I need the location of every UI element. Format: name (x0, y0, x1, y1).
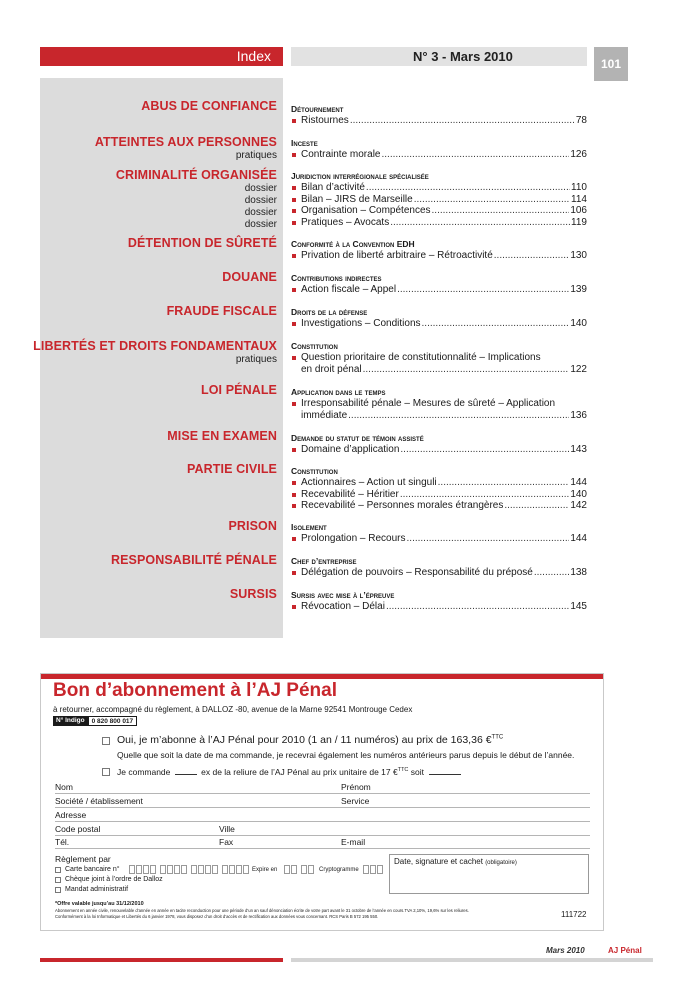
category-sub-label: dossier (244, 183, 277, 194)
entry-row (301, 194, 587, 206)
category-label: CRIMINALITÉ ORGANISÉE (115, 168, 277, 182)
contact-field[interactable] (55, 848, 590, 849)
index-block (291, 104, 587, 127)
entry-page-number: 138 (570, 567, 587, 578)
block-heading: Constitution (291, 466, 338, 476)
dot-leader (432, 205, 570, 217)
category-item (23, 462, 283, 477)
code-postal-label: Code postal (55, 824, 101, 834)
index-entry[interactable] (291, 318, 587, 330)
index-block (291, 387, 587, 421)
entry-text: Domaine d’application (301, 444, 400, 455)
category-sub-label: pratiques (235, 150, 277, 161)
digit-box[interactable] (205, 865, 211, 874)
issue-label: N° 3 - Mars 2010 (291, 47, 587, 66)
digit-box[interactable] (129, 865, 135, 874)
category-sub-label: pratiques (235, 354, 277, 365)
entry-row (301, 533, 587, 545)
category-label: LIBERTÉS ET DROITS FONDAMENTAUX (33, 339, 277, 353)
digit-box[interactable] (222, 865, 228, 874)
dot-leader (348, 410, 569, 422)
bullet-icon (292, 186, 296, 190)
digit-box[interactable] (181, 865, 187, 874)
entry-page-number: 78 (575, 115, 587, 126)
category-label: FRAUDE FISCALE (166, 304, 277, 318)
digit-box[interactable] (143, 865, 149, 874)
category-label: RESPONSABILITÉ PÉNALE (110, 553, 277, 567)
entry-page-number: 140 (570, 488, 587, 500)
entry-page-number: 143 (570, 444, 587, 455)
fax-label: Fax (219, 837, 234, 847)
block-heading: Application dans le temps (291, 387, 386, 397)
index-entry[interactable] (291, 477, 587, 489)
dot-leader (504, 500, 569, 512)
dot-leader (407, 533, 570, 545)
category-sub-label: dossier (244, 195, 277, 206)
entry-text: Révocation – Délai (301, 601, 385, 612)
entry-row (301, 364, 587, 376)
index-entry[interactable] (291, 205, 587, 217)
index-block (291, 307, 587, 330)
index-entry[interactable] (291, 601, 587, 613)
category-label: DÉTENTION DE SÛRETÉ (127, 236, 277, 250)
cheque-label: Chèque joint à l’ordre de Dalloz (65, 876, 163, 883)
subscribe-note: Quelle que soit la date de ma commande, je recevrai également les numéros antérieurs parus depuis le début de l’année. (117, 750, 575, 760)
index-entry[interactable] (291, 398, 587, 421)
dot-leader (397, 284, 569, 296)
entry-row (301, 284, 587, 296)
category-label: SURSIS (229, 587, 277, 601)
category-label: ABUS DE CONFIANCE (141, 99, 277, 113)
entry-row (301, 318, 587, 330)
entry-text: Ristournes (301, 115, 349, 126)
digit-box[interactable] (160, 865, 166, 874)
category-item (23, 270, 283, 285)
entry-text: Bilan – JIRS de Marseille (301, 193, 413, 205)
block-heading: Isolement (291, 522, 327, 532)
digit-box[interactable] (291, 865, 297, 874)
category-item (23, 429, 283, 444)
bullet-icon (292, 209, 296, 213)
category-label: PARTIE CIVILE (187, 462, 277, 476)
form-title: Bon d’abonnement à l’AJ Pénal (53, 680, 337, 701)
subscribe-checkbox[interactable] (102, 737, 110, 745)
entry-page-number: 145 (570, 601, 587, 612)
service-label: Service (341, 796, 370, 806)
entry-text: Question prioritaire de constitutionnalité – Implications (301, 352, 541, 363)
category-label: PRISON (228, 519, 277, 533)
category-item (23, 168, 283, 231)
entry-row (301, 182, 587, 194)
footer-grey-bar (291, 958, 653, 962)
category-item (23, 135, 283, 162)
entry-page-number: 119 (571, 216, 587, 228)
bullet-icon (292, 119, 296, 123)
digit-box[interactable] (191, 865, 197, 874)
index-block (291, 466, 587, 512)
index-entry[interactable] (291, 149, 587, 161)
category-item (23, 383, 283, 398)
card-checkbox[interactable] (55, 867, 61, 873)
dot-leader (438, 477, 570, 489)
entry-text: Contrainte morale (301, 149, 381, 160)
offer-validity: *Offre valable jusqu’au 31/12/2010 (55, 901, 144, 907)
digit-box[interactable] (198, 865, 204, 874)
form-code: 111722 (561, 910, 587, 919)
dot-leader (414, 194, 570, 206)
index-block (291, 239, 587, 262)
entry-row (301, 205, 587, 217)
entry-text: Investigations – Conditions (301, 318, 421, 329)
index-entry[interactable] (291, 182, 587, 194)
index-block (291, 590, 587, 613)
block-heading: Inceste (291, 138, 318, 148)
index-block (291, 522, 587, 545)
block-heading: Demande du statut de témoin assisté (291, 433, 424, 443)
bullet-icon (292, 481, 296, 485)
entry-text: Pratiques – Avocats (301, 216, 390, 228)
block-heading: Juridiction interrégionale spécialisée (291, 171, 429, 181)
index-entry[interactable] (291, 284, 587, 296)
section-title: Index (40, 47, 283, 66)
entry-page-number: 139 (570, 284, 587, 295)
entry-page-number: 136 (570, 409, 587, 421)
dot-leader (381, 149, 569, 161)
block-heading: Chef d’entreprise (291, 556, 357, 566)
legal-text-2: Conformément à la loi Informatique et Libertés du 6 janvier 1978, vous disposez d’un droit d’accès et de rectification aux données vous concernant. RCS Paris B 572 195 550. (55, 914, 379, 919)
bullet-icon (292, 153, 296, 157)
bullet-icon (292, 356, 296, 360)
bullet-icon (292, 198, 296, 202)
entry-page-number: 144 (570, 477, 587, 488)
block-heading: Conformité à la Convention EDH (291, 239, 415, 249)
category-item (23, 339, 283, 366)
bullet-icon (292, 221, 296, 225)
tel-label: Tél. (55, 837, 70, 847)
digit-box[interactable] (136, 865, 142, 874)
block-heading: Contributions indirectes (291, 273, 382, 283)
bullet-icon (292, 537, 296, 541)
index-entry[interactable] (291, 352, 587, 375)
digit-box[interactable] (308, 865, 314, 874)
digit-box[interactable] (229, 865, 235, 874)
crypto-label: Cryptogramme (319, 867, 359, 873)
dot-leader (366, 182, 570, 194)
binder-checkbox[interactable] (102, 768, 110, 776)
ville-label: Ville (219, 824, 235, 834)
entry-row (301, 410, 587, 422)
index-entry[interactable] (291, 489, 587, 501)
index-block (291, 433, 587, 456)
entry-page-number: 114 (571, 193, 587, 205)
bullet-icon (292, 322, 296, 326)
entry-row (301, 489, 587, 501)
index-block (291, 341, 587, 375)
bullet-icon (292, 254, 296, 258)
index-entry[interactable] (291, 217, 587, 229)
footer-date: Mars 2010 (546, 946, 585, 955)
entry-text: Bilan d’activité (301, 182, 365, 193)
dot-leader (422, 318, 570, 330)
card-label: Carte bancaire n° (65, 866, 120, 873)
digit-box[interactable] (243, 865, 249, 874)
digit-box[interactable] (167, 865, 173, 874)
category-item (23, 587, 283, 602)
entry-page-number: 122 (570, 363, 587, 375)
email-label: E-mail (341, 837, 366, 847)
index-entry[interactable] (291, 250, 587, 262)
entry-text: Action fiscale – Appel (301, 284, 397, 295)
societe-field[interactable] (55, 807, 590, 808)
binder-total-field[interactable] (429, 774, 461, 775)
digit-box[interactable] (284, 865, 290, 874)
index-entry[interactable] (291, 567, 587, 579)
bullet-icon (292, 571, 296, 575)
index-block (291, 171, 587, 228)
category-label: ATTEINTES AUX PERSONNES (94, 135, 277, 149)
phone-number: 0 820 800 017 (88, 716, 138, 726)
legal-text-1: Abonnement en année civile, renouvelable d’année en année en tacite reconduction pour une période d’un an sauf dénonciation écrite de votre part avant le 31 octobre de l’année en cours.TVA 2,10%, 19,6% sur les reliures. (55, 908, 469, 913)
form-accent-bar (41, 674, 603, 679)
entry-text: Prolongation – Recours (301, 533, 406, 544)
dot-leader (363, 364, 570, 376)
entry-text-continued: en droit pénal (301, 363, 362, 375)
signature-label: Date, signature et cachet (obligatoire) (394, 857, 517, 866)
block-heading: Sursis avec mise à l’épreuve (291, 590, 395, 600)
entry-text: Délégation de pouvoirs – Responsabilité du préposé (301, 567, 533, 578)
digit-box[interactable] (236, 865, 242, 874)
bullet-icon (292, 448, 296, 452)
dot-leader (400, 489, 569, 501)
adresse-label: Adresse (55, 810, 87, 820)
block-heading: Constitution (291, 341, 338, 351)
entry-text: Privation de liberté arbitraire – Rétroactivité (301, 250, 493, 261)
mandat-checkbox[interactable] (55, 887, 61, 893)
block-heading: Droits de la défense (291, 307, 368, 317)
binder-quantity-field[interactable] (175, 774, 197, 775)
footer-magazine: AJ Pénal (608, 946, 642, 955)
digit-box[interactable] (377, 865, 383, 874)
block-heading: Détournement (291, 104, 344, 114)
index-entry[interactable] (291, 500, 587, 512)
category-item (23, 519, 283, 534)
nom-field[interactable] (55, 793, 590, 794)
index-entry[interactable] (291, 115, 587, 127)
entry-row (301, 217, 587, 229)
bullet-icon (292, 504, 296, 508)
entry-page-number: 110 (571, 182, 587, 193)
index-entry[interactable] (291, 533, 587, 545)
phone-label: N° Indigo (53, 716, 88, 726)
entry-page-number: 130 (570, 250, 587, 261)
entry-row (301, 500, 587, 512)
category-label: LOI PÉNALE (200, 383, 277, 397)
category-sub-label: dossier (244, 219, 277, 230)
bullet-icon (292, 605, 296, 609)
entry-row (301, 601, 587, 613)
digit-box[interactable] (150, 865, 156, 874)
cheque-checkbox[interactable] (55, 877, 61, 883)
entry-text: Organisation – Compétences (301, 205, 431, 216)
category-item (23, 553, 283, 568)
societe-label: Société / établissement (55, 796, 143, 806)
mandat-label: Mandat administratif (65, 886, 129, 893)
page-number: 101 (594, 47, 628, 81)
digit-box[interactable] (212, 865, 218, 874)
nom-label: Nom (55, 782, 73, 792)
digit-box[interactable] (301, 865, 307, 874)
entry-page-number: 140 (570, 318, 587, 329)
index-entry[interactable] (291, 194, 587, 206)
binder-option: Je commande ex de la reliure de l’AJ Pénal au prix unitaire de 17 €$^{TTC}$ soit (117, 767, 461, 777)
index-block (291, 273, 587, 296)
entry-text: Irresponsabilité pénale – Mesures de sûreté – Application (301, 398, 556, 409)
prenom-label: Prénom (341, 782, 371, 792)
index-block (291, 138, 587, 161)
category-item (23, 99, 283, 114)
dot-leader (390, 217, 570, 229)
dot-leader (534, 567, 569, 579)
subscription-form (40, 673, 604, 931)
category-label: DOUANE (222, 270, 277, 284)
entry-text: Actionnaires – Action ut singuli (301, 477, 437, 488)
entry-text-continued: immédiate (301, 409, 348, 421)
entry-text: Recevabilité – Personnes morales étrangères (301, 500, 504, 511)
entry-row (301, 477, 587, 489)
index-block (291, 556, 587, 579)
digit-box[interactable] (363, 865, 369, 874)
entry-row (301, 250, 587, 262)
entry-page-number: 144 (570, 533, 587, 544)
adresse-field[interactable] (55, 821, 590, 822)
subscribe-option: Oui, je m’abonne à l’AJ Pénal pour 2010 (1 an / 11 numéros) au prix de 163,36 €$^{TTC}$ (117, 734, 504, 746)
entry-row (301, 149, 587, 161)
dot-leader (400, 444, 569, 456)
digit-box[interactable] (370, 865, 376, 874)
category-item (23, 304, 283, 319)
phone-badge (53, 716, 137, 726)
digit-box[interactable] (174, 865, 180, 874)
entry-row (301, 115, 587, 127)
category-label: MISE EN EXAMEN (167, 429, 277, 443)
entry-page-number: 142 (570, 500, 587, 511)
index-entry[interactable] (291, 444, 587, 456)
bullet-icon (292, 288, 296, 292)
category-item (23, 236, 283, 251)
ville-field[interactable] (55, 835, 590, 836)
footer-red-bar (40, 958, 283, 962)
bullet-icon (292, 493, 296, 497)
entry-text: Recevabilité – Héritier (301, 488, 399, 500)
entry-page-number: 106 (570, 205, 587, 216)
dot-leader (386, 601, 569, 613)
entry-row (301, 567, 587, 579)
dot-leader (494, 250, 570, 262)
form-address: à retourner, accompagné du règlement, à DALLOZ -80, avenue de la Marne 92541 Montrouge Cedex (53, 705, 413, 714)
category-sub-label: dossier (244, 207, 277, 218)
expire-label: Expire en (252, 867, 278, 873)
entry-row (301, 444, 587, 456)
entry-page-number: 126 (570, 149, 587, 160)
dot-leader (350, 115, 575, 127)
payment-label: Règlement par (55, 854, 111, 864)
bullet-icon (292, 402, 296, 406)
